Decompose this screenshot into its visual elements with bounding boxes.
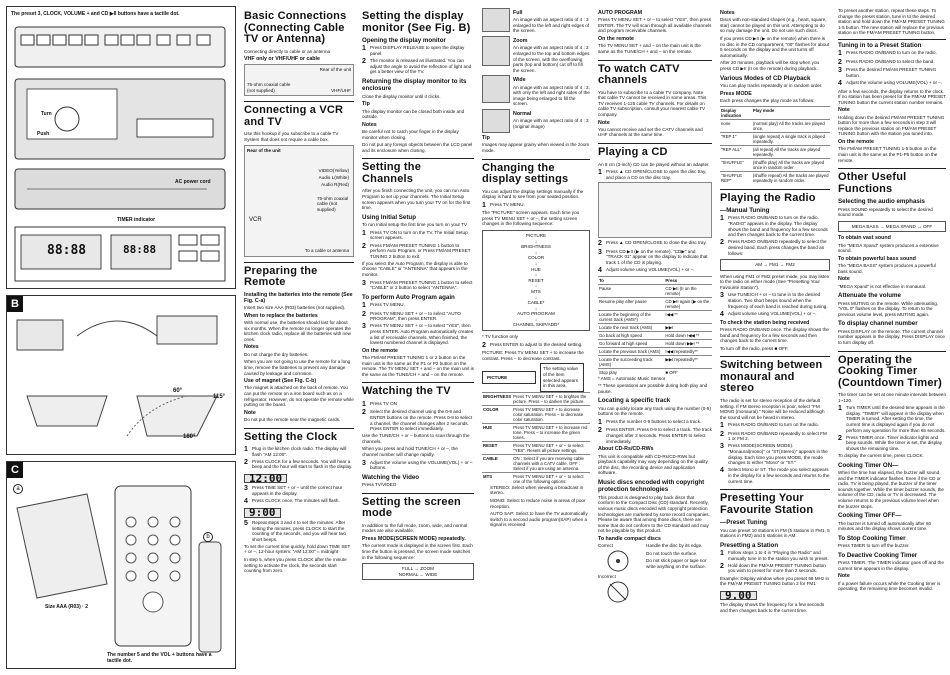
install-text: Insert two size AAA (R03) batteries (not supplied). [244, 305, 346, 311]
press-mode: Press MODE [720, 90, 752, 97]
chain-item: AUTO PROGRAM [517, 311, 555, 317]
preset-display-after: The display shows the frequency for a few seconds and then changes back to the current time. [720, 602, 825, 613]
tune-step-3: 3 Press the desired FM/AM PRESET TUNING button. [838, 67, 937, 78]
clock-tip: To set the current time quickly, hold down TIME SET + or –. 12-hour system: "AM 12:00" = midnight [244, 543, 351, 555]
disp-step-2b: PICTURE: Press TV MENU SET + to increase the contrast. Press – to decrease contrast. [482, 350, 584, 361]
preset-step-2: 2 Hold down the FM/AM PRESET TUNING button you wish to preset for more than 2 seconds. [720, 562, 826, 574]
switch-text: The radio is set for stereo reception of the default setting. If FM stereo reception is poor, select "FM MONO (monaural)." Noise will be reduced although the sound will not be heard in stereo. [720, 397, 825, 420]
full-text: An image with an aspect ratio of 4 : 3 enlarged to the left and right edges of the screen. [513, 17, 590, 34]
clock-step-1: 1 Plug in the kitchen clock radio. The display will flash "AM 12:00". [244, 446, 347, 457]
audio-l-label: Audio L(White) [318, 174, 349, 180]
note-title: Note [598, 119, 610, 126]
notes-title: Notes [244, 344, 259, 351]
angle-60: 60° [173, 388, 183, 394]
settings-table [482, 392, 590, 485]
preset-other-text: To preset another station, repeat these steps. To change the preset station, tune in to the desired station and hold down the FM/AM PRESET TUNING 1-5 button. The new station will replace the previous station on the FM/AM PRESET TUNING button. [838, 8, 945, 36]
preset-step-1: 1 Follow steps 1 to 4 in "Playing the Radio" and manually tune in to the station you wish to preset. [720, 550, 829, 561]
unit-top-illustration [7, 19, 235, 289]
tune-step-4: 4 Adjust the volume using VOLUME(VOL) + or –. [838, 80, 943, 88]
heading-catv: To watch CATV channels [598, 60, 712, 87]
heading-playing-cd: Playing a CD [598, 143, 712, 159]
heading-mono-stereo: Switching between monaural and stereo [720, 356, 830, 395]
handle-text-1: Handle the disc by its edge. [646, 543, 703, 549]
picture-callout [482, 363, 590, 391]
normal-text: An image with an aspect ratio of 4 : 3 (original image) [513, 118, 589, 129]
table-row: "SHUFFLE" (shuffle play) All the tracks are played once in random order. [720, 158, 830, 171]
coax2-label: 75-ohm coaxial cable (not supplied) [317, 195, 349, 212]
table-row: "SHUFFLE REP" (shuffle repeat) All the tracks are played repeatedly in random order. [721, 172, 829, 183]
heading-setting-clock: Setting the Clock [244, 428, 354, 444]
column-1 [244, 8, 354, 670]
radio-step-2b: When using FM1 or FM2 preset mode, you may listen to the radio on either mode (See "Presetting Your Favourite Station"). [720, 273, 830, 290]
install-title: Installing the batteries into the remote (See Fig. C-a) [244, 291, 353, 304]
wide-title: Wide [513, 77, 526, 84]
modes-table [720, 106, 830, 184]
picture-box: PICTURE [482, 371, 536, 385]
catv-note: You cannot receive and set the CATV channels and UHF channels at the same time. [598, 126, 703, 138]
table-row: Locate the next track (AMS) ▶▶I [598, 323, 712, 331]
cd-tray-illustration [598, 182, 712, 238]
column-6 [838, 8, 946, 670]
mts-mono: MONO: Select to reduce noise in areas of poor reception. [490, 497, 586, 509]
timer-step-2: 2 Press TIMER once. Timer indicator lights and beep sounds. While the timer is set, the display shows the remaining time. [838, 434, 943, 451]
vcr-text: Use this hookup if you subscribe to a cable TV System that does not require a cable box. [244, 131, 339, 142]
incorrect-disc-icon [598, 580, 638, 604]
zoom-mode-block [482, 36, 590, 75]
auto-step-3: 3 Press TV MENU SET + or – to select "YES", then press ENTER. Auto Program automatically creates a list of receivable channels. When finished, the lowest numbered channel is displayed. [362, 323, 474, 346]
watch-step-2b: Use the TUNE/CH + or – buttons to scan through the channels. [362, 433, 470, 444]
display-monitor-illustration [7, 296, 235, 454]
rear-unit-label-2: Rear of the unit [247, 147, 281, 153]
full-title: Full [513, 10, 523, 16]
locate-text: You can quickly locate any track using the number (0-9) buttons on the remote. [598, 405, 711, 417]
normal-mode-block [482, 109, 590, 133]
check-station-title: To check the station being received [720, 319, 810, 326]
heading-display-monitor: Setting the display monitor (See Fig. B) [362, 10, 471, 34]
auto-step-2: 2 Press TV MENU SET + or – to select "AUTO PROGRAM", then press ENTER. [362, 310, 461, 322]
timer-off-text: The buzzer is turned off automatically after 60 minutes and the display shows current time. [838, 520, 932, 532]
initial-setup-intro: To run Initial setup the first time you turn on your TV [362, 222, 468, 228]
ams-note-2: ** These operations are possible during both play and pause. [598, 383, 708, 394]
deactivate-timer-title: To Deactive Cooking Timer [838, 551, 918, 559]
screen-press: Press MODE(SCREEN MODE) repeatedly. [362, 536, 466, 543]
initial-step-2: 2 Press FM/AM PRESET TUNING 1 button to perform Auto Program, or Press FM/AM PRESET TUNING 2 button to exit. [362, 242, 471, 259]
panel-b [6, 295, 236, 455]
angle-180: 180° [183, 434, 196, 440]
check-station-text: Press RADIO ON/BAND once. The display shows the band and frequency for a few seconds and then changes back to the current time. [720, 327, 829, 344]
radio-off-text: To turn off the radio, press ■ OFF. [720, 345, 789, 351]
ac-power-label: AC power cord [175, 179, 211, 185]
timer-intro: The timer can be set at one minute intervals between 1~120. [838, 392, 946, 403]
switch-step-4: 4 Select Mono or ST. The mode you select appears in the display for a few seconds and returns to the current time. [720, 467, 830, 484]
handle-text-2: Do not touch the surface. [646, 550, 698, 556]
channels-intro: After you finish connecting the unit, you can run Auto Program to set up your channels. The Initial Setup screen appears when you turn your TV on for the first time. [362, 188, 471, 211]
note-1: Do not charge the dry batteries. [244, 351, 309, 357]
column-2 [362, 8, 474, 670]
remote-illustration [7, 462, 235, 668]
replace-text: With normal use, the batteries should last for about six months. When the remote no longer operates the kitchen clock radio, replace all the batteries with new ones. [244, 320, 351, 342]
correct-label: Correct [598, 543, 614, 549]
mute-text: Press MUTING on the remote. While attenuating, "VOL 0" flashes on the display. To return to the previous volume level, press MUTING again. [838, 300, 939, 317]
correct-disc-icon [598, 549, 638, 573]
note-1: Be careful not to catch your finger in the display monitor when closing. [362, 129, 459, 140]
note-1: Discs with non-standard shapes (e.g., heart, square, star) cannot be played on this unit. Attempting to do so may damage the unit. Do not use such discs. [720, 17, 827, 34]
note-title: Note [838, 107, 850, 114]
chain-item: PICTURE [525, 232, 547, 238]
about-cdr-title: About CD-Rs/CD-RWs [598, 446, 654, 453]
chain-item: COLOR [527, 255, 545, 261]
panel-c-tag: C [7, 462, 23, 478]
disp-step-1: 1 Press TV MENU. [482, 201, 525, 209]
switch-step-3: 3 Press MODE(SCREEN MODE). "Monaural(mono)" or "ST(Stereo)" appears in the display. Each time you press MODE, the mode changes to either "Mono" or "ST." [720, 443, 828, 466]
table-row: Pause CD ▶II (II on the remote) [598, 284, 712, 297]
note-3: After 20 minutes, playback will be stop when you press CD ▶II (II on the remote) during playback. [720, 60, 820, 72]
display-number-title: To display channel number [838, 320, 918, 328]
lcd-display-left: 88:88 [47, 243, 87, 258]
auto-program-title: To perform Auto Program again [362, 293, 455, 301]
locate-step-1: 1 Press the number 0-9 buttons to select a track. [598, 418, 702, 426]
clock-tip-2: In step 5, when you press CLOCK after the minute setting to activate the clock, the seconds start counting from zero. [244, 556, 347, 574]
replace-title: When to replace the batteries [244, 312, 318, 319]
music-discs-text: This product is designed to play back discs that conform to the Compact Disc (CD) standard. Recently, various music discs encoded with copyright protection technologies are marketed by some record companies. Please be aware that among those discs, there are some that do not conform to the CD standard and may not be playable by this product. [598, 494, 710, 534]
angle-115: 115° [213, 394, 226, 400]
table-row: "REP ALL" (all repeat) All the tracks are played repeatedly. [720, 145, 830, 158]
music-discs-title: Music discs encoded with copyright protection technologies [598, 478, 705, 494]
wide-text: An image with an aspect ratio of 4 : 3, with only the left and right sides of the image being enlarged to fill the screen. [513, 84, 590, 107]
stop-timer-title: To Stop Cooking Timer [838, 534, 906, 542]
rear-unit-label: Rear of the unit [319, 67, 351, 73]
magnet-text: The magnet is attached on the back of remote. You can put the remote on a iron board such as on a refrigerator. However, do not operate the remote while putting on the board. [244, 385, 354, 408]
heading-basic-connections: Basic Connections (Connecting Cable TV or Antenna) [244, 10, 347, 45]
zoom-text: An image with an aspect ratio of 4 : 3 enlarged to the top and bottom edges of the screen, with the overflowing parts (top and bottom) cut off to fill the screen. [513, 45, 590, 73]
vhf-title: VHF only or VHF/UHF or cable [244, 56, 320, 63]
watch-step-3: 3 Adjust the volume using the VOLUME(VOL) + or – buttons. [362, 459, 473, 471]
switch-step-1: 1 Press RADIO ON/BAND to turn on the radio. [720, 422, 819, 430]
table-header: Display indication Play mode [720, 106, 830, 119]
vhf-uhf-label: VHF/UHF [331, 87, 351, 93]
mts-autosap: AUTO SAP: Select to have the TV automatically switch to a second audio program(SAP) when a signal is received. [490, 511, 588, 528]
band-sequence: AM → FM1 → FM2 [720, 259, 830, 271]
vcr-label: VCR [249, 216, 262, 223]
note-2: Do not put any foreign objects between the LCD panel and its enclosure when closing. [362, 142, 473, 153]
watch-step-1: 1 Press TV ON [362, 400, 397, 408]
callout-text: The setting value of the item selected appears in this area. [540, 363, 584, 391]
audio-r-label: Audio R(Red) [321, 181, 349, 187]
return-text: Close the display monitor until it clicks. [362, 93, 441, 99]
watch-video-text: Press TV/VIDEO [362, 482, 397, 488]
timer-off-title: Cooking Timer OFF— [838, 512, 902, 520]
clock-display-1: 12:00 [244, 474, 287, 484]
switch-step-2: 2 Press RADIO ON/BAND repeatedly to select FM 1 or FM 2. [720, 430, 827, 442]
bass-title: To obtain powerful bass sound [838, 255, 916, 262]
column-4 [598, 8, 712, 670]
radio-step-2: 2 Press RADIO ON/BAND repeatedly to select the desired band. Each press changes the band as follows: [720, 239, 827, 256]
table-row: Locate the succeeding track (AMS) ▶▶I repeatedly** [598, 355, 712, 368]
table-row: RESET Press TV MENU SET + or – to select "YES". Resets all picture settings. [482, 441, 590, 454]
display-intro: You can adjust the display settings manually if the display is hard to see from your seated position. [482, 188, 584, 200]
preset-display: 9.00 [720, 591, 757, 601]
open-title: Opening the display monitor [362, 37, 446, 44]
chain-item: MTS [531, 288, 541, 294]
remote-title: On the remote [362, 347, 398, 354]
heading-playing-radio: Playing the Radio [720, 189, 830, 205]
clock-step-4: 4 Press CLOCK once. The minutes will flash. [244, 497, 340, 505]
vast-sound-title: To obtain vast sound [838, 235, 891, 242]
auto-step-1: 1 Press TV MENU. [362, 302, 405, 310]
tip-text: Images may appear grainy when viewed in the zoom mode. [482, 142, 590, 153]
basic-text: Connecting directly to cable or an antenna [244, 48, 331, 54]
remote-text: The TV MENU SET + and – on the main unit is the same as the TUNE/CH + and – on the remote. [598, 43, 701, 54]
chain-item: HUE [531, 266, 541, 272]
timer-step-1: 1 Turn TIMER until the desired time appears in the display. "TIMER" will appear in the display when TIMER is turned. After setting the time, the current time is displayed again if you do not perform any operation for more than 65 seconds. [838, 405, 946, 433]
note-2: If you press CD ▶II (▶ on the remote) when there is no disc in the CD compartment, "00" flashes for about 5 seconds on the display and the unit turns off automatically. [720, 36, 830, 58]
emphasis-sequence: MEGA BASS → MEGA XPAND → OFF [838, 221, 946, 233]
mute-title: Attenuate the volume [838, 292, 901, 300]
table-row: CABLE ON : Select if you are receiving cable channels with a CATV cable. OFF : Select if you are using an antenna. [482, 454, 590, 472]
radio-step-3: 3 Use TUNE/CH + or – to tune in to the desired station. Two short beeps sound when the frequency of each band is reached during tuning. [720, 292, 828, 309]
heading-setting-channels: Setting the Channels [362, 158, 474, 185]
display-number-text: Press DISPLAY on the remote. The current channel number appears in the display. Press DISPLAY once to turn display off. [838, 328, 945, 345]
tip-title: Tip [362, 101, 370, 108]
chain-item: CHANNEL SKIP/ADD* [512, 322, 560, 328]
table-row: Go forward at high speed Hold down ▶▶I ** [598, 339, 712, 347]
panel-b-tag: B [7, 296, 23, 312]
vcr-connection-diagram [244, 145, 354, 257]
remote-title: On the remote [838, 139, 874, 146]
handle-text-3: Do not stick paper or tape nor write anything on the surface. [646, 558, 707, 569]
preset-example: Example: Display window when you preset 99 MHz in the FM/AM PRESET TUNING button 2 for FM1 [720, 575, 830, 587]
emphasis-title: Selecting the audio emphasis [838, 198, 925, 206]
table-row: Stop play ■ OFF [598, 368, 712, 376]
cd-modes-intro: You can play tracks repeatedly or in random order. [720, 83, 823, 89]
timer-indicator-label: TIMER indicator [117, 217, 156, 223]
tune-note: Holding down the desired FM/AM PRESET TUNING button for more than a few seconds in step 3 will replace the previous station on FM/AM PRESET TUNING button with the station you tuned into. [838, 114, 945, 137]
about-cdr-text: This unit is compatible with CD-Rs/CD-RWs but playback capability may vary depending on the quality of the disc, the recording device and application software. [598, 453, 708, 476]
handle-title: To handle compact discs [598, 535, 661, 542]
ams-note: * AMS = Automatic Music Sensor [598, 375, 666, 381]
chain-item: BRIGHTNESS [521, 244, 551, 250]
chain-item: RESET [528, 277, 544, 283]
sequence-line-2: NORMAL ← WIDE [398, 571, 438, 577]
sequence-line-1: FULL → ZOOM [402, 566, 434, 572]
normal-title: Normal [513, 111, 532, 118]
initial-setup-title: Using Initial Setup [362, 213, 416, 221]
display-time-text: To display the current time, press CLOCK. [838, 452, 924, 458]
bass-note-title: Note [838, 276, 850, 283]
radio-step-1: 1 Press RADIO ON/BAND to turn on the radio. "RADIO" appears in the display. The display shows the band and frequency for a few seconds and then changes back to the current time. [720, 215, 828, 238]
radio-subtitle: —Manual Tuning [720, 207, 770, 215]
initial-step-3: 3 Press FM/AM PRESET TUNING 1 button to select "CABLE" or 2 button to select "ANTENNA". [362, 279, 473, 291]
wide-mode-block [482, 75, 590, 109]
handle-block [598, 543, 712, 605]
table-header: To Press [598, 276, 712, 284]
to-cable-label: To a cable or antenna [304, 247, 349, 253]
timer-on-text: When the time has elapsed, the buzzer will sound and the TIMER indicator flashes. Even if the CD or radio, TV is being played, the buzzer of the timer sounds together. While the timer buzzer sounds, the volume of the CD, radio or TV is decreased. The volume returns to the previous volume level when the buzzer stops. [838, 469, 944, 509]
incorrect-label: Incorrect [598, 574, 616, 580]
cd-step-3: 3 Press CD ▶II (▶ on the remote). "CD▶" and "TRACK 01" appear on the display to indicate that track 1 of the CD is playing. [598, 248, 708, 265]
return-title: Returning the display monitor to its enclosure [362, 77, 467, 93]
locate-title: Locating a specific track [598, 397, 671, 405]
cd-step-1: 1 Press ▲ CD OPEN/CLOSE to open the disc tray, and place a CD on the disc tray. [598, 169, 707, 180]
chain-note: * TV function only [482, 334, 518, 340]
watch-step-2: 2 Select the desired channel using the 0-9 and ENTER buttons on the remote. Press 0-9 to select a channel, the channel changes after 2 seconds. Press ENTER to select immediately. [362, 409, 473, 432]
stop-timer-text: Press TIMER to turn off the buzzer. [838, 543, 910, 549]
sub-b-label: b [203, 532, 213, 542]
remote-text: The FM/AM PRESET TUNING 1-5 button on the main unit is the same as the P1-P5 button on the remote. [838, 146, 938, 163]
menu-chain: PICTURE ↓ BRIGHTNESS ↓ COLOR ↓ HUE ↓ RESET ↓ MTS ↓ CABLE* ↓ AUTO PROGRAM ↓ CHANNEL SKIP/ADD* [482, 230, 590, 331]
modes-text: Each press changes the play mode as follows: [720, 97, 815, 103]
figure-column [6, 6, 236, 669]
panel-a-caption: The preset 3, CLOCK, VOLUME + and CD ▶II buttons have a tactile dot. [11, 11, 180, 17]
tune-step-2: 2 Press RADIO ON/BAND to select the band. [838, 58, 935, 66]
heading-cooking-timer: Operating the Cooking Timer (Countdown Timer) [838, 351, 946, 390]
full-mode-block [482, 8, 590, 36]
bass-note: "MEGA Xpand" is not effective in monaural. [838, 283, 927, 289]
table-row: Locate the beginning of the current track (AMS*) I◀◀ ** [598, 310, 712, 323]
radio-step-4: 4 Adjust volume using VOLUME(VOL) + or –. [720, 310, 817, 318]
cd-modes-title: Various Modes of CD Playback [720, 74, 811, 82]
push-label: Push [37, 131, 50, 137]
panel-a [6, 6, 236, 289]
sub-a-label: a [13, 484, 23, 494]
note-2: When you are not going to use the remote for a long time, remove the batteries to prevent any damage caused by leakage and corrosion. [244, 359, 351, 376]
clock-step-5: 5 Repeat steps 3 and 4 to set the minutes. After setting the minutes, press CLOCK to start the counting of the seconds, and you will hear two short beeps. [244, 519, 346, 542]
cd-step-4: 4 Adjust volume using VOLUME(VOL) + or –. [598, 267, 695, 275]
deactivate-note-title: Note [838, 573, 850, 580]
cd-step-2: 2 Press ▲ CD OPEN/CLOSE to close the disc tray. [598, 240, 707, 248]
deactivate-timer-text: Press TIMER. The TIMER indicator goes off and the current time appears in the display. [838, 560, 944, 571]
antenna-connection-diagram [244, 64, 354, 96]
deactivate-note: If a power failure occurs while the Cooking timer is operating, the remaining time becomes invalid. [838, 580, 941, 592]
tune-text: After a few seconds, the display returns to the clock. If no station has been preset for the FM/AM PRESET TUNING button the current station number remains. [838, 88, 946, 105]
remote-text: The FM/AM PRESET TUNING 1 or 2 button on the main unit is the same as the P1 or P2 button on the remote. The TV MENU SET + and – on the main unit is the same as the TUNE/CH + and – on the remote. [362, 355, 474, 377]
initial-step-2b: If you select the Auto Program, the display is able to choose "CABLE" or "ANTENNA" that appears in the monitor. [362, 260, 468, 277]
auto-program-title: AUTO PROGRAM [598, 10, 643, 16]
clock-display-2: 9:00 [244, 508, 281, 518]
table-row: HUE Press TV MENU SET + to increase red tone. Press – to increase the green tones. [482, 423, 590, 441]
open-step-1: 1 Press DISPLAY RELEASE to open the display panel. [362, 45, 465, 56]
watch-video-title: Watching the Video [362, 473, 420, 481]
table-row: none (normal play) All the tracks are played once. [720, 119, 830, 132]
catv-text: You have to subscribe to a cable TV company. Note that cable TV cannot be received in some areas. This TV receives 1-125 cable TV channels. For details on cable TV subscription, consult your nearest cable TV company. [598, 89, 707, 117]
magnet-note-title: Note [244, 409, 256, 416]
heading-presetting: Presetting Your Favourite Station [720, 489, 830, 516]
table-row: Locate the previous track (AMS) I◀◀ repeatedly** [598, 347, 712, 355]
cd-operations-table [598, 276, 712, 376]
presetting-station-title: Presetting a Station [720, 541, 779, 549]
remote-title: On the remote [598, 36, 634, 43]
column-3 [482, 8, 590, 670]
disp-step-1b: The "PICTURE" screen appears. Each time you press TV MENU SET + or –, the setting screen changes in the following sequence: [482, 210, 580, 227]
timer-on-title: Cooking Timer ON— [838, 461, 899, 469]
preset-intro: You can preset 10 stations in FM (5 stations in FM1, 5 stations in FM2) and 5 stations in AM. [720, 527, 830, 539]
heading-display-settings: Changing the display settings [482, 159, 590, 186]
cd-intro: An 8 cm (3-inch) CD can be played without an adapter. [598, 161, 710, 167]
tactile-dot-caption: The number 5 and the VOL + buttons have a tactile dot. [107, 652, 212, 664]
heading-preparing-remote: Preparing the Remote [244, 262, 354, 289]
chain-item: CABLE* [527, 300, 545, 306]
open-step-2: 2 The monitor is released as illustrated. You can adjust the angle to avoid the reflection of light and get a better view of the TV. [362, 58, 472, 75]
lcd-display-right: 88:88 [123, 243, 157, 256]
table-row: Go back at high speed Hold down I◀◀ ** [598, 331, 712, 339]
heading-watching-tv: Watching the TV [362, 382, 474, 398]
magnet-title: Use of magnet (See Fig. C-b) [244, 378, 317, 385]
table-row: MTS Press TV MENU SET + or – to select one of the following options: [482, 472, 590, 485]
panel-c [6, 461, 236, 669]
clock-step-3: 3 Press TIME SET + or – until the correct hour appears in the display. [244, 485, 343, 496]
preset-subtitle: —Preset Tuning [720, 519, 767, 527]
zoom-title: Zoom [513, 38, 528, 45]
tip-title: Tip [482, 135, 490, 142]
heading-screen-mode: Setting the screen mode [362, 493, 474, 520]
bass-text: The "MEGA BASS" system produces a powerful bass sound. [838, 263, 936, 274]
notes-title: Notes [720, 10, 735, 16]
table-row: COLOR Press TV MENU SET + to increase color saturation. Press – to decrease color saturation. [482, 405, 590, 423]
coax-label: 75-ohm coaxial cable (not supplied) [247, 82, 291, 93]
battery-size-label: Size AAA (R03) · 2 [45, 604, 88, 610]
clock-step-2: 2 Press CLOCK for a few seconds. You will hear a beep and the hour will start to flash in the display. [244, 458, 353, 470]
table-row: BRIGHTNESS Press TV MENU SET + to brighten the picture. Press – to darken the picture. [482, 392, 590, 405]
auto-program-text: Press TV MENU SET + or – to select "YES", then press ENTER. The TV will scan through all available channels and program receivable channels. [598, 17, 712, 34]
turn-label: Turn [41, 111, 52, 117]
tune-step-1: 1 Press RADIO ON/BAND to turn on the radio. [838, 50, 937, 58]
initial-step-1: 1 Press TV ON to turn on the TV. The Initial Setup screen appears. [362, 229, 468, 241]
table-row: "REP 1" (single repeat) A single track is played repeatedly. [720, 132, 830, 145]
mts-stereo: STEREO: Select when viewing a broadcast in stereo. [490, 484, 584, 496]
emphasis-text: Press SOUND repeatedly to select the desired sound mode. [838, 206, 933, 218]
screen-intro: In addition to the full mode, zoom, wide, and normal modes are also available. [362, 522, 468, 534]
heading-connecting-vcr: Connecting a VCR and TV [244, 101, 354, 128]
column-5 [720, 8, 830, 670]
screen-text: The current mode is displayed in the screen first. Each time the button is pressed, the screen mode switches in the following sequence: [362, 543, 473, 560]
tune-preset-title: Tuning in to a Preset Station [838, 39, 946, 49]
video-in-label: VIDEO(Yellow) [318, 167, 349, 173]
notes-title: Notes [362, 121, 377, 128]
table-row: Resume play after pause CD ▶II again (▶ on the remote) [598, 297, 712, 310]
locate-step-2: 2 Press ENTER. Press 0-9 to select a track. The track changes after 2 seconds. Press ENTER to select immediately. [598, 427, 712, 444]
tip-text: The display monitor can be closed both inside and outside. [362, 108, 465, 120]
vast-sound-text: The "MEGA Xpand" system produces a extensive sound. [838, 242, 939, 254]
heading-other-functions: Other Useful Functions [838, 168, 946, 195]
disp-step-2: 2 Press ENTER to adjust to the desired setting. [482, 341, 583, 349]
screen-mode-sequence [362, 563, 474, 580]
magnet-note: Do not put the remote near the magnetic cards. [244, 417, 341, 423]
watch-tip: When you press and hold TUNE/CH + or –, the channel number will change rapidly. [362, 446, 458, 458]
